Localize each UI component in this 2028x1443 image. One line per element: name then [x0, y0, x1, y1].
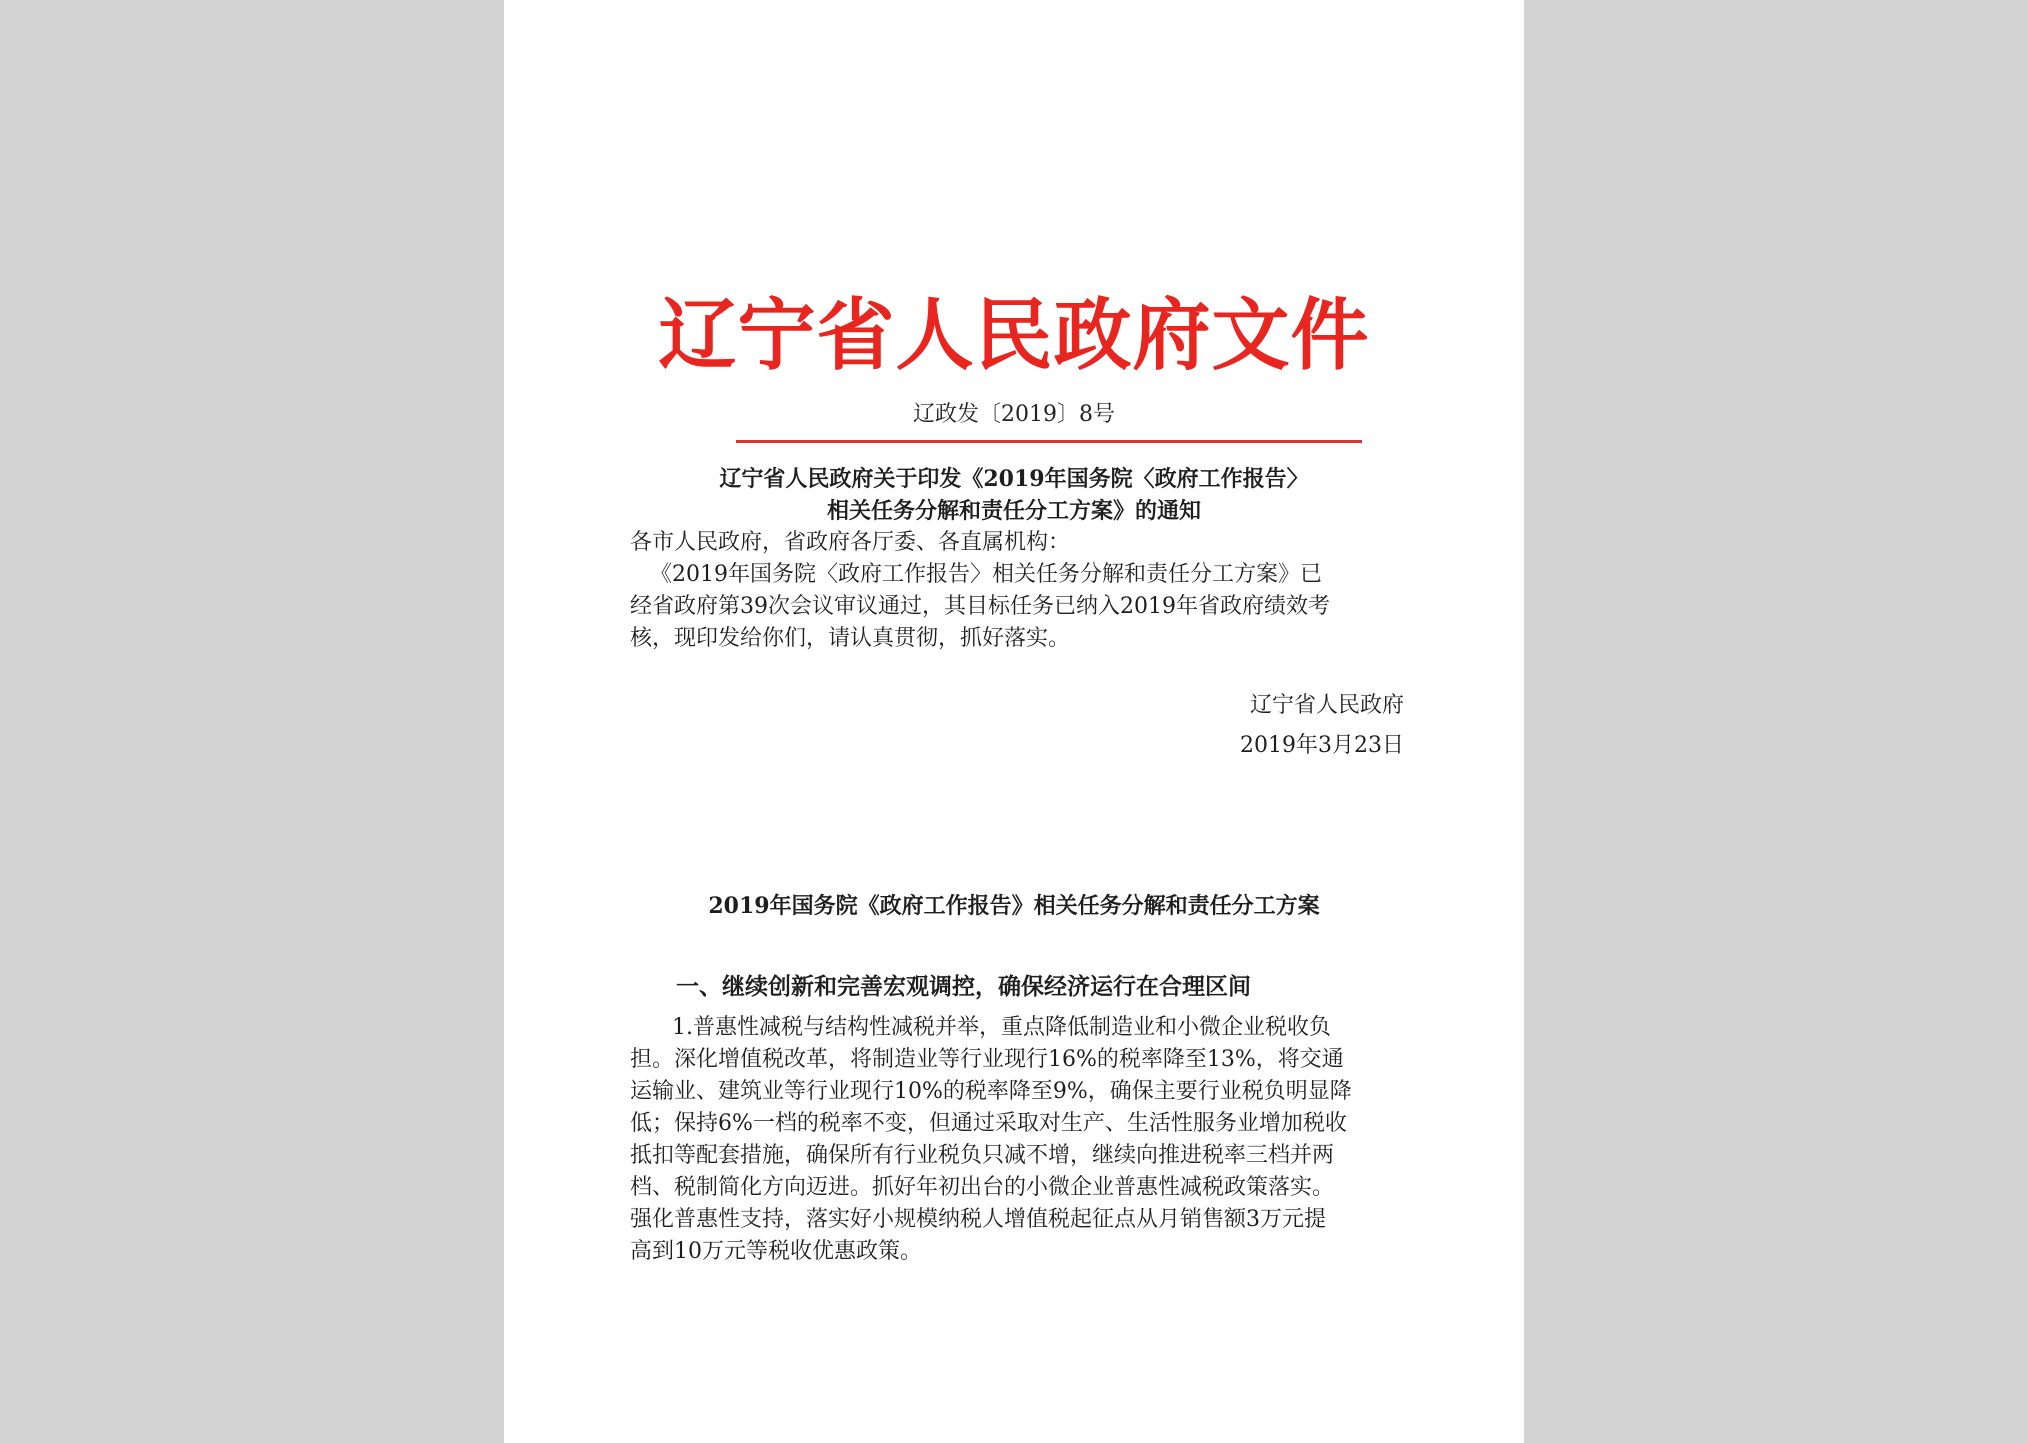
- item-text-line: 高到10万元等税收优惠政策。: [630, 1239, 922, 1264]
- item-text-line: 运输业、建筑业等行业现行10%的税率降至9%，确保主要行业税负明显降: [630, 1079, 1352, 1104]
- item-text-line: 档、税制简化方向迈进。抓好年初出台的小微企业普惠性减税政策落实。: [630, 1175, 1335, 1200]
- notice-title-line-2: 相关任务分解和责任分工方案》的通知: [826, 498, 1201, 524]
- red-divider-line: [736, 440, 1362, 443]
- document-number: 辽政发〔2019〕8号: [913, 402, 1115, 427]
- item-text-line: 强化普惠性支持，落实好小规模纳税人增值税起征点从月销售额3万元提: [630, 1207, 1326, 1232]
- document-header-title: 辽宁省人民政府文件: [658, 291, 1370, 381]
- notice-signature: 辽宁省人民政府: [1249, 693, 1404, 718]
- item-text-line: 担。深化增值税改革，将制造业等行业现行16%的税率降至13%，将交通: [630, 1047, 1344, 1072]
- section-heading: 一、继续创新和完善宏观调控，确保经济运行在合理区间: [676, 973, 1251, 1000]
- notice-addressee: 各市人民政府，省政府各厅委、各直属机构：: [630, 530, 1071, 555]
- item-text-line: 抵扣等配套措施，确保所有行业税负只减不增，继续向推进税率三档并两: [630, 1143, 1335, 1168]
- notice-date: 2019年3月23日: [1240, 733, 1404, 758]
- plan-title: 2019年国务院《政府工作报告》相关任务分解和责任分工方案: [708, 893, 1320, 919]
- item-text-line: 低；保持6%一档的税率不变，但通过采取对生产、生活性服务业增加税收: [630, 1111, 1347, 1136]
- notice-body-line: 核，现印发给你们，请认真贯彻，抓好落实。: [630, 626, 1071, 651]
- notice-title-line-1: 辽宁省人民政府关于印发《2019年国务院〈政府工作报告〉: [719, 466, 1309, 492]
- notice-body-line: 《2019年国务院〈政府工作报告〉相关任务分解和责任分工方案》已: [650, 562, 1322, 587]
- item-text-line: 1.普惠性减税与结构性减税并举，重点降低制造业和小微企业税收负: [672, 1015, 1331, 1040]
- notice-body-line: 经省政府第39次会议审议通过，其目标任务已纳入2019年省政府绩效考: [630, 594, 1330, 619]
- document-page: [504, 0, 1524, 1443]
